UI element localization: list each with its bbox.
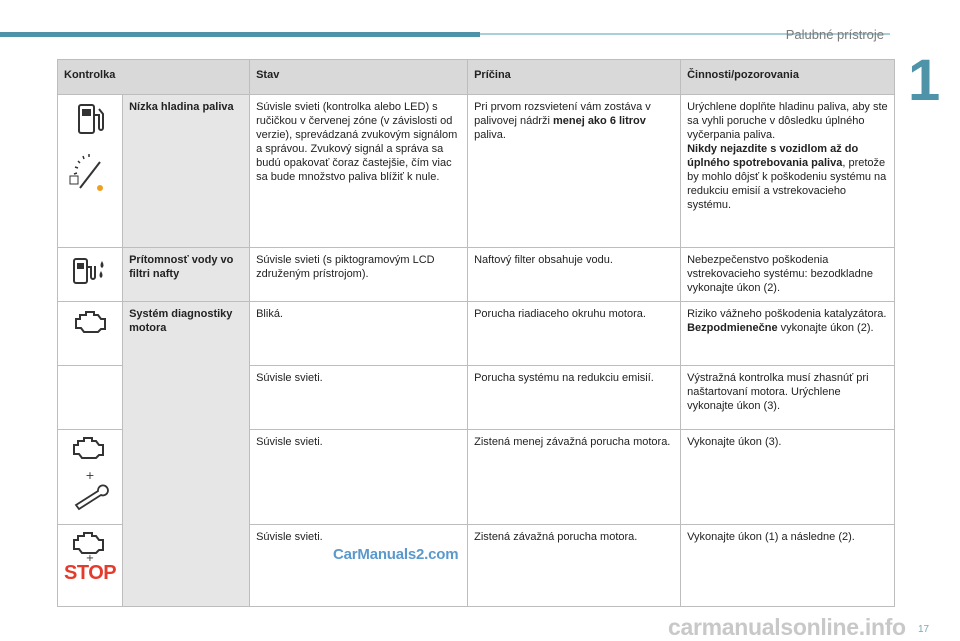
- engine-minor-fault-icon: [70, 435, 110, 513]
- stav-cell: Bliká.: [250, 302, 468, 366]
- icon-cell: [58, 95, 123, 248]
- icon-cell: [58, 525, 123, 607]
- cinnost-cell: Vykonajte úkon (1) a následne (2).: [681, 525, 895, 607]
- cinnost-cell: Nebezpečenstvo poškodenia vstrekovacieho systému: bezodkladne vykonajte úkon (2).: [681, 248, 895, 302]
- icon-cell: [58, 366, 123, 430]
- stav-cell: Súvisle svieti (s piktogramovým LCD združeným prístrojom).: [250, 248, 468, 302]
- name-cell: Prítomnosť vody vo filtri nafty: [123, 248, 250, 302]
- pricina-cell: Porucha systému na redukciu emisií.: [468, 366, 681, 430]
- stav-cell: Súvisle svieti.: [250, 525, 468, 607]
- pricina-cell: Porucha riadiaceho okruhu motora.: [468, 302, 681, 366]
- col-header-pricina: Príčina: [468, 60, 681, 95]
- col-header-kontrolka: Kontrolka: [58, 60, 250, 95]
- stav-cell: Súvisle svieti.: [250, 430, 468, 525]
- fuel-gauge-icon: [68, 148, 112, 196]
- stop-icon: STOP: [64, 562, 117, 584]
- section-title: Palubné prístroje: [785, 27, 884, 42]
- pricina-cell: Naftový filter obsahuje vodu.: [468, 248, 681, 302]
- engine-major-fault-icon: [70, 530, 110, 562]
- svg-text:+: +: [85, 553, 95, 562]
- watermark-carmanualsonline: carmanualsonline.info: [668, 614, 906, 640]
- table-header-row: [58, 60, 895, 95]
- col-header-cinnosti: Činnosti/pozorovania: [681, 60, 895, 95]
- warning-lights-table: [57, 59, 895, 607]
- chapter-number: 1: [908, 48, 941, 113]
- name-cell: Systém diagnostiky motora: [123, 302, 250, 607]
- icon-cell: [58, 302, 123, 366]
- engine-check-icon: [71, 307, 109, 337]
- name-cell: Nízka hladina paliva: [123, 95, 250, 248]
- stav-cell: Súvisle svieti.: [250, 366, 468, 430]
- cinnost-cell: Urýchlene doplňte hladinu paliva, aby ste sa vyhli poruche v dôsledku úplného vyčerpania paliva. Nikdy nejazdite s vozidlom až do úplného spotrebovania paliva, pretože by mohlo dôjsť k poškodeniu systému na redukciu emisií a vstrekovacieho systému.: [681, 95, 895, 248]
- fuel-pump-icon: [73, 100, 107, 138]
- table-row: [58, 95, 895, 248]
- col-header-stav: Stav: [250, 60, 468, 95]
- table-row: [58, 248, 895, 302]
- svg-text:+: +: [85, 469, 95, 482]
- cinnost-cell: Vykonajte úkon (3).: [681, 430, 895, 525]
- icon-cell: [58, 248, 123, 302]
- water-in-fuel-icon: [70, 253, 110, 289]
- table-row: [58, 302, 895, 366]
- cinnost-cell: Riziko vážneho poškodenia katalyzátora. Bezpodmienečne vykonajte úkon (2).: [681, 302, 895, 366]
- pricina-cell: Zistená závažná porucha motora.: [468, 525, 681, 607]
- watermark-carmanuals: CarManuals2.com: [333, 546, 459, 563]
- stav-cell: Súvisle svieti (kontrolka alebo LED) s ručičkou v červenej zóne (v závislosti od verzie), sprevádzaná zvukovým signálom a správou. Zvukový signál a správa sa budú opakovať čoraz častejšie, čím viac sa bude množstvo paliva blížiť k nule.: [250, 95, 468, 248]
- cinnost-cell: Výstražná kontrolka musí zhasnúť pri naštartovaní motora. Urýchlene vykonajte úkon (3).: [681, 366, 895, 430]
- header-accent-bar: [0, 32, 480, 37]
- pricina-cell: Pri prvom rozsvietení vám zostáva v palivovej nádrži menej ako 6 litrov paliva.: [468, 95, 681, 248]
- icon-cell: [58, 430, 123, 525]
- pricina-cell: Zistená menej závažná porucha motora.: [468, 430, 681, 525]
- page-number: 17: [918, 624, 930, 635]
